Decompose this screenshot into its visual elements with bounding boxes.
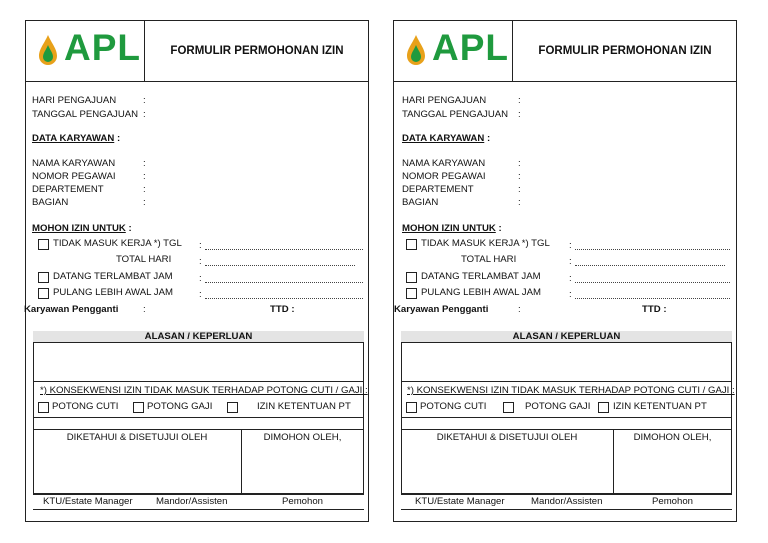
logo-text: APL [432, 27, 509, 68]
fill-line[interactable] [575, 249, 730, 250]
colon: : [199, 273, 202, 284]
nama-karyawan-label: NAMA KARYAWAN [402, 158, 486, 169]
data-karyawan-heading: DATA KARYAWAN : [402, 133, 491, 144]
fill-line[interactable] [205, 282, 363, 283]
colon: : [143, 304, 146, 315]
bagian-label: BAGIAN [402, 197, 439, 208]
checkbox-pulang-awal[interactable] [38, 288, 49, 299]
colon: : [518, 197, 521, 208]
divider [33, 381, 364, 382]
colon: : [143, 109, 146, 120]
konsekwensi-note: *) KONSEKWENSI IZIN TIDAK MASUK TERHADAP POTONG CUTI / GAJI : [40, 385, 368, 396]
checkbox-datang-terlambat[interactable] [38, 272, 49, 283]
colon: : [143, 95, 146, 106]
form-title: FORMULIR PERMOHONAN IZIN [170, 45, 344, 57]
colon: : [518, 184, 521, 195]
tanggal-pengajuan-label: TANGGAL PENGAJUAN [402, 109, 509, 120]
divider [33, 509, 364, 510]
form-header [394, 21, 736, 82]
potong-gaji-label: POTONG GAJI [525, 401, 591, 412]
signer-pemohon: Pemohon [651, 496, 694, 507]
colon: : [199, 289, 202, 300]
logo-text: APL [64, 27, 141, 68]
checkbox-potong-gaji[interactable] [133, 402, 144, 413]
checkbox-datang-terlambat[interactable] [406, 272, 417, 283]
konsekwensi-note: *) KONSEKWENSI IZIN TIDAK MASUK TERHADAP POTONG CUTI / GAJI : [407, 385, 735, 396]
checkbox-potong-cuti[interactable] [38, 402, 49, 413]
ttd-label: TTD : [270, 304, 295, 315]
colon: : [569, 273, 572, 284]
colon: : [518, 171, 521, 182]
potong-gaji-label: POTONG GAJI [147, 401, 213, 412]
dimohon-label: DIMOHON OLEH, [633, 432, 712, 443]
divider [33, 494, 364, 495]
permit-form-right [393, 20, 737, 522]
alasan-header: ALASAN / KEPERLUAN [401, 331, 732, 343]
divider [401, 429, 732, 430]
colon: : [518, 304, 521, 315]
checkbox-izin-ketentuan[interactable] [598, 402, 609, 413]
fill-line[interactable] [575, 265, 725, 266]
colon: : [518, 109, 521, 120]
divider [401, 381, 732, 382]
nomor-pegawai-label: NOMOR PEGAWAI [32, 171, 116, 182]
signer-mandor: Mandor/Assisten [531, 496, 603, 507]
bagian-label: BAGIAN [32, 197, 69, 208]
divider [33, 429, 364, 430]
colon: : [143, 184, 146, 195]
total-hari-label: TOTAL HARI [461, 254, 517, 265]
colon: : [569, 240, 572, 251]
colon: : [518, 158, 521, 169]
divider [401, 417, 732, 418]
form-header [26, 21, 368, 82]
tanggal-pengajuan-label: TANGGAL PENGAJUAN [32, 109, 139, 120]
divider [33, 417, 364, 418]
karyawan-pengganti-label: Karyawan Pengganti [394, 304, 489, 315]
alasan-header: ALASAN / KEPERLUAN [33, 331, 364, 343]
pulang-awal-label: PULANG LEBIH AWAL JAM [53, 287, 173, 298]
datang-terlambat-label: DATANG TERLAMBAT JAM [421, 271, 541, 282]
signer-ktu: KTU/Estate Manager [415, 496, 505, 507]
colon: : [569, 256, 572, 267]
departement-label: DEPARTEMENT [32, 184, 104, 195]
mohon-izin-heading: MOHON IZIN UNTUK : [402, 223, 502, 234]
nomor-pegawai-label: NOMOR PEGAWAI [402, 171, 486, 182]
diketahui-label: DIKETAHUI & DISETUJUI OLEH [66, 432, 208, 443]
tidak-masuk-label: TIDAK MASUK KERJA *) TGL [421, 238, 550, 249]
izin-ketentuan-label: IZIN KETENTUAN PT [613, 401, 707, 412]
signer-pemohon: Pemohon [281, 496, 324, 507]
departement-label: DEPARTEMENT [402, 184, 474, 195]
form-title: FORMULIR PERMOHONAN IZIN [538, 45, 712, 57]
potong-cuti-label: POTONG CUTI [52, 401, 119, 412]
checkbox-tidak-masuk[interactable] [406, 239, 417, 250]
tidak-masuk-label: TIDAK MASUK KERJA *) TGL [53, 238, 182, 249]
fill-line[interactable] [575, 282, 730, 283]
checkbox-izin-ketentuan[interactable] [227, 402, 238, 413]
pulang-awal-label: PULANG LEBIH AWAL JAM [421, 287, 541, 298]
fill-line[interactable] [205, 265, 355, 266]
nama-karyawan-label: NAMA KARYAWAN [32, 158, 116, 169]
checkbox-pulang-awal[interactable] [406, 288, 417, 299]
hari-pengajuan-label: HARI PENGAJUAN [32, 95, 117, 106]
mohon-izin-heading: MOHON IZIN UNTUK : [32, 223, 132, 234]
karyawan-pengganti-label: Karyawan Pengganti [24, 304, 119, 315]
datang-terlambat-label: DATANG TERLAMBAT JAM [53, 271, 173, 282]
potong-cuti-label: POTONG CUTI [420, 401, 487, 412]
signer-ktu: KTU/Estate Manager [43, 496, 133, 507]
flame-icon [37, 34, 59, 66]
colon: : [518, 95, 521, 106]
colon: : [143, 171, 146, 182]
total-hari-label: TOTAL HARI [116, 254, 172, 265]
colon: : [199, 256, 202, 267]
logo [26, 21, 145, 81]
divider [401, 494, 732, 495]
checkbox-potong-cuti[interactable] [406, 402, 417, 413]
permit-form-left [25, 20, 369, 522]
dimohon-label: DIMOHON OLEH, [263, 432, 342, 443]
colon: : [143, 158, 146, 169]
data-karyawan-heading: DATA KARYAWAN : [32, 133, 121, 144]
flame-icon [405, 34, 427, 66]
logo [394, 21, 513, 81]
ttd-label: TTD : [642, 304, 667, 315]
hari-pengajuan-label: HARI PENGAJUAN [402, 95, 487, 106]
colon: : [199, 240, 202, 251]
colon: : [569, 289, 572, 300]
colon: : [143, 197, 146, 208]
checkbox-tidak-masuk[interactable] [38, 239, 49, 250]
fill-line[interactable] [575, 298, 730, 299]
fill-line[interactable] [205, 298, 363, 299]
izin-ketentuan-label: IZIN KETENTUAN PT [257, 401, 351, 412]
divider [401, 509, 732, 510]
fill-line[interactable] [205, 249, 363, 250]
diketahui-label: DIKETAHUI & DISETUJUI OLEH [436, 432, 578, 443]
checkbox-potong-gaji[interactable] [503, 402, 514, 413]
signer-mandor: Mandor/Assisten [156, 496, 228, 507]
